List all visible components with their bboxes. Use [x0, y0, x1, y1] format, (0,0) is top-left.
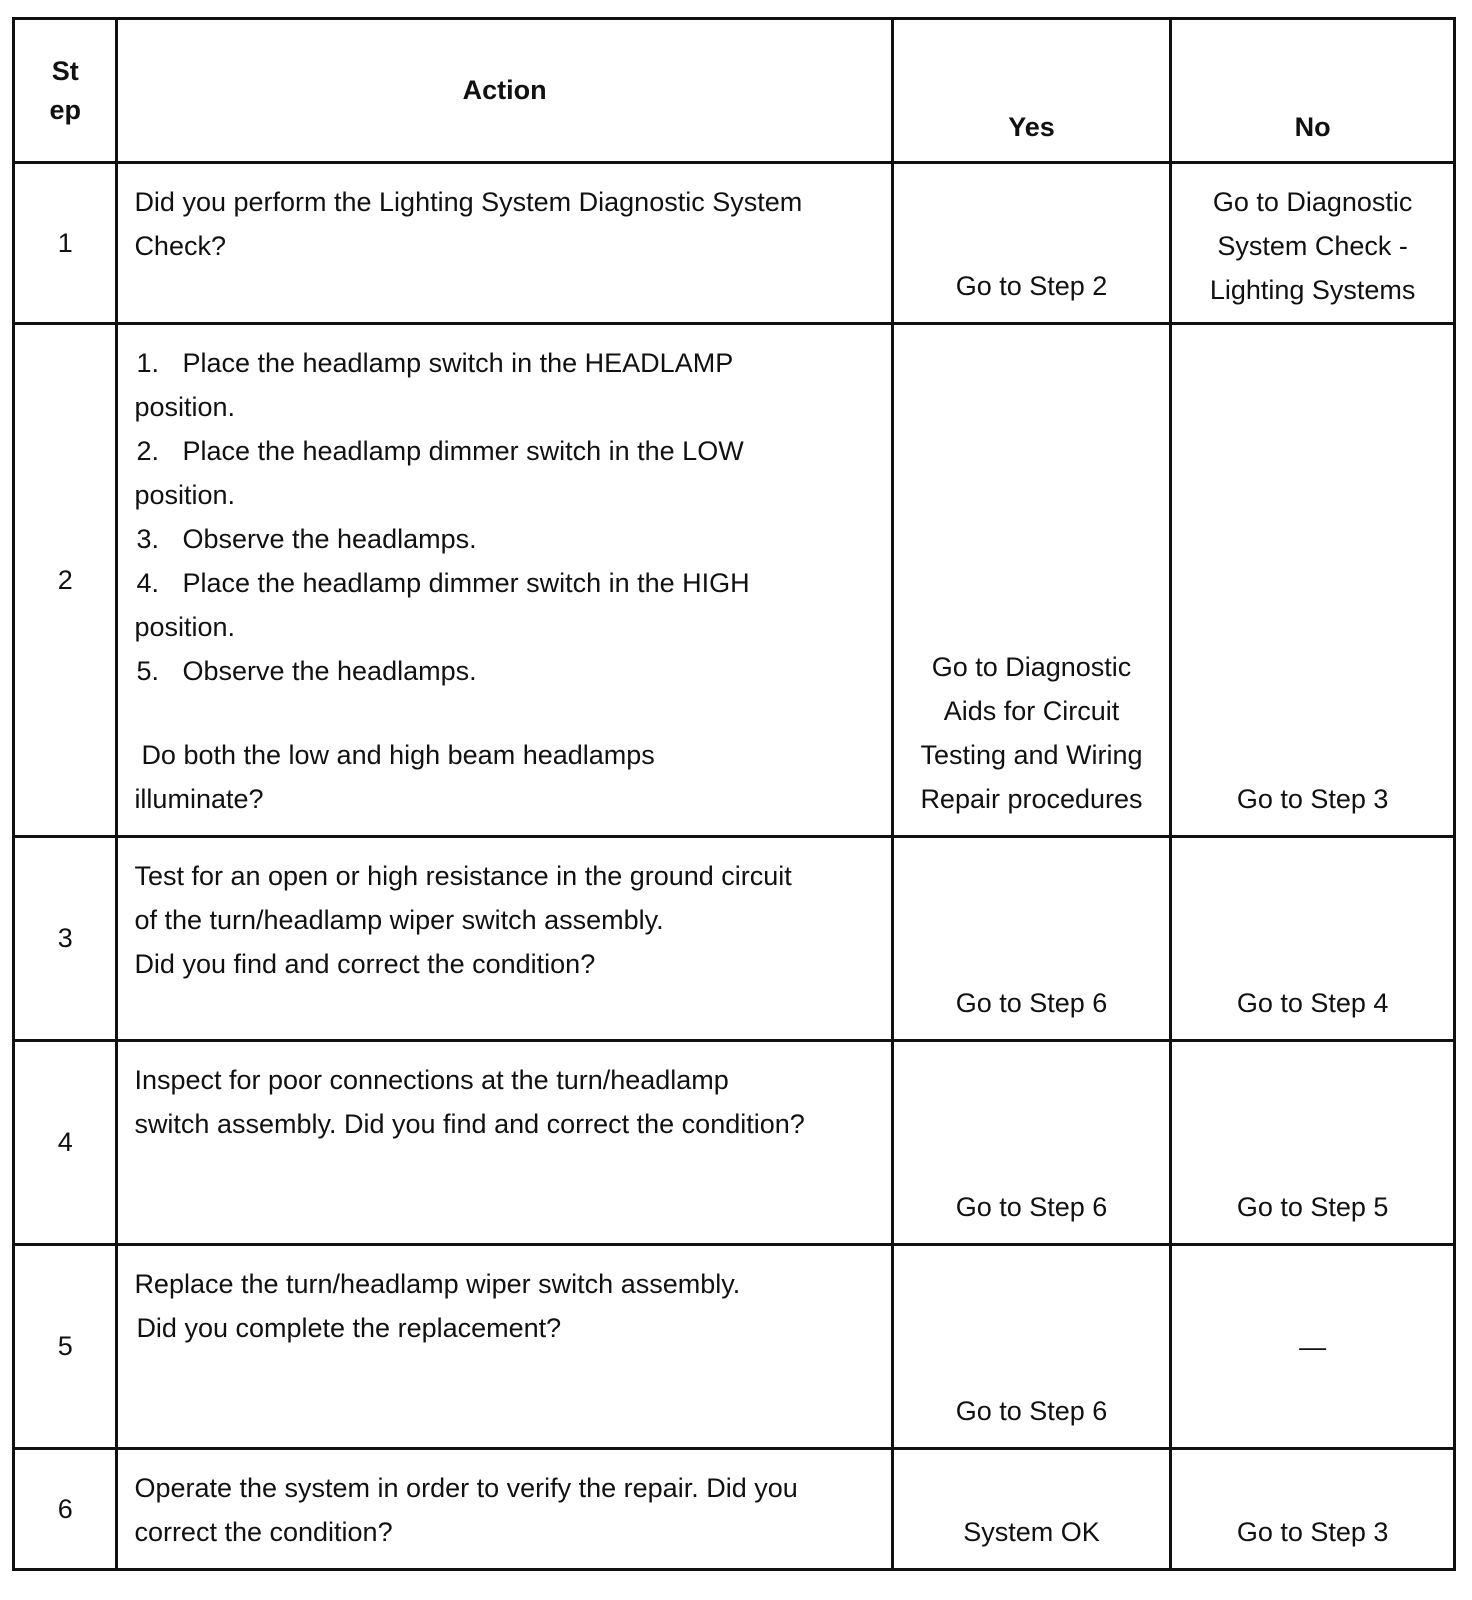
step-number: 5: [14, 1245, 117, 1449]
action-line: of the turn/headlamp wiper switch assembly.: [134, 905, 664, 935]
item-text: Observe the headlamps.: [182, 656, 477, 686]
item-continuation: position.: [134, 392, 236, 422]
table-row: [14, 1245, 1455, 1449]
item-number: 3.: [136, 524, 159, 554]
spacer: [134, 693, 876, 733]
table-row: [14, 163, 1455, 324]
action-line: correct the condition?: [134, 1517, 393, 1547]
item-continuation: position.: [134, 480, 236, 510]
item-number: 4.: [136, 568, 159, 598]
action-line: Did you complete the replacement?: [136, 1313, 562, 1343]
item-text: Place the headlamp switch in the HEADLAMP: [182, 348, 734, 378]
no-cell: Go to Step 3: [1171, 324, 1455, 837]
header-no: No: [1171, 19, 1455, 163]
no-line: Lighting Systems: [1209, 275, 1416, 305]
header-step: [14, 19, 117, 163]
header-yes: Yes: [892, 19, 1171, 163]
table-row: [14, 324, 1455, 837]
no-cell: Go to Step 5: [1171, 1041, 1455, 1245]
table-row: [14, 1449, 1455, 1570]
no-line: Go to Diagnostic: [1212, 187, 1413, 217]
no-cell: [1171, 163, 1455, 324]
yes-line: Testing and Wiring: [920, 740, 1143, 770]
yes-cell: Go to Step 2: [892, 163, 1171, 324]
item-number: 5.: [136, 656, 159, 686]
action-line: Replace the turn/headlamp wiper switch assembly.: [134, 1269, 741, 1299]
action-item: [134, 341, 876, 385]
action-cell: [117, 1449, 892, 1570]
diagnostic-table: [12, 17, 1456, 1571]
yes-cell: [892, 324, 1171, 837]
action-cell: [117, 324, 892, 837]
action-line: Operate the system in order to verify the repair. Did you: [134, 1473, 798, 1503]
action-cell: [117, 837, 892, 1041]
action-line: Did you perform the Lighting System Diagnostic System: [134, 187, 803, 217]
item-text: Place the headlamp dimmer switch in the HIGH: [182, 568, 750, 598]
action-line: Did you find and correct the condition?: [134, 949, 596, 979]
action-line: Check?: [134, 231, 226, 261]
question-line: illuminate?: [134, 784, 264, 814]
header-row: [14, 19, 1455, 163]
header-step-line2: ep: [49, 94, 81, 125]
item-continuation: position.: [134, 612, 236, 642]
yes-cell: Go to Step 6: [892, 837, 1171, 1041]
action-line: Test for an open or high resistance in the ground circuit: [134, 861, 792, 891]
item-text: Observe the headlamps.: [182, 524, 477, 554]
header-step-line1: St: [51, 55, 79, 86]
yes-line: Repair procedures: [920, 784, 1143, 814]
step-number: 4: [14, 1041, 117, 1245]
yes-line: Go to Diagnostic: [931, 652, 1132, 682]
table-row: [14, 1041, 1455, 1245]
action-item: [134, 517, 876, 561]
item-number: 2.: [136, 436, 159, 466]
action-cell: [117, 1041, 892, 1245]
action-cell: [117, 163, 892, 324]
no-line: System Check -: [1217, 231, 1408, 261]
question-line: Do both the low and high beam headlamps: [141, 740, 655, 770]
step-number: 1: [14, 163, 117, 324]
yes-cell: System OK: [892, 1449, 1171, 1570]
yes-cell: Go to Step 6: [892, 1245, 1171, 1449]
yes-line: Aids for Circuit: [943, 696, 1120, 726]
item-text: Place the headlamp dimmer switch in the LOW: [182, 436, 744, 466]
step-number: 6: [14, 1449, 117, 1570]
yes-cell: Go to Step 6: [892, 1041, 1171, 1245]
header-action: Action: [117, 19, 892, 163]
step-number: 2: [14, 324, 117, 837]
action-item: [134, 561, 876, 605]
action-line: switch assembly. Did you find and correct the condition?: [134, 1109, 805, 1139]
action-cell: [117, 1245, 892, 1449]
action-line: Inspect for poor connections at the turn/headlamp: [134, 1065, 729, 1095]
table-row: [14, 837, 1455, 1041]
action-item: [134, 429, 876, 473]
no-cell: —: [1171, 1245, 1455, 1449]
action-item: [134, 649, 876, 693]
no-cell: Go to Step 4: [1171, 837, 1455, 1041]
item-number: 1.: [136, 348, 159, 378]
step-number: 3: [14, 837, 117, 1041]
no-cell: Go to Step 3: [1171, 1449, 1455, 1570]
